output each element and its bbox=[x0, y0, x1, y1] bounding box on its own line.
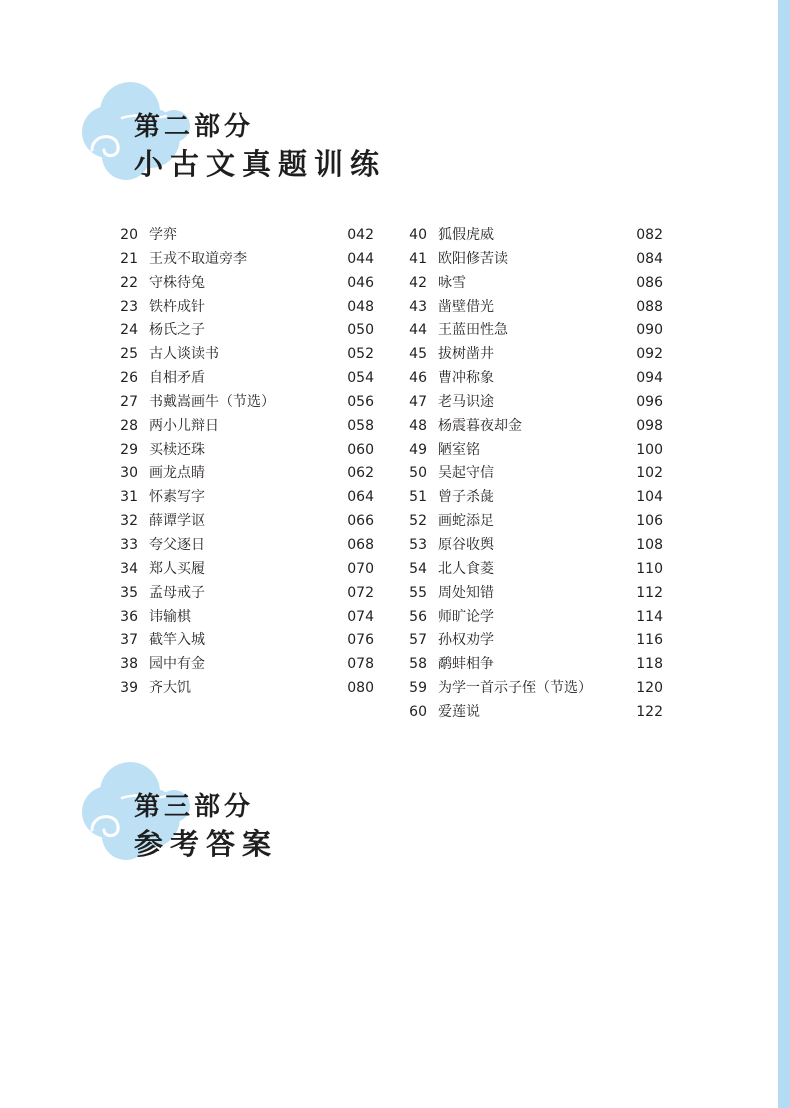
toc-entry-page: 092 bbox=[636, 346, 663, 363]
side-accent-bar bbox=[778, 0, 790, 1108]
toc-entry[interactable] bbox=[407, 629, 663, 653]
toc-entry-page: 058 bbox=[347, 417, 374, 434]
toc-entry-page: 110 bbox=[636, 560, 663, 577]
toc-entry-number: 28 bbox=[120, 417, 138, 434]
toc-entry-title: 怀素写字 bbox=[149, 489, 205, 506]
toc-entry-page: 122 bbox=[636, 703, 663, 720]
toc-entry-number: 52 bbox=[409, 513, 427, 530]
toc-entry-number: 46 bbox=[409, 370, 427, 387]
section-header-part2 bbox=[78, 72, 398, 202]
toc-entry[interactable] bbox=[407, 486, 663, 510]
toc-entry[interactable] bbox=[118, 248, 374, 272]
toc-entry-title: 周处知错 bbox=[438, 584, 494, 601]
toc-entry-page: 104 bbox=[636, 489, 663, 506]
toc-entry-title: 咏雪 bbox=[438, 274, 466, 291]
toc-entry-number: 56 bbox=[409, 608, 427, 625]
toc-entry-page: 062 bbox=[347, 465, 374, 482]
toc-entry-title: 王戎不取道旁李 bbox=[149, 250, 247, 267]
toc-entry-number: 59 bbox=[409, 680, 427, 697]
toc-entry-page: 096 bbox=[636, 393, 663, 410]
toc-entry[interactable] bbox=[407, 391, 663, 415]
toc-entry-title: 杨震暮夜却金 bbox=[438, 417, 522, 434]
toc-entry[interactable] bbox=[118, 677, 374, 701]
toc-entry[interactable] bbox=[118, 367, 374, 391]
toc-entry-number: 20 bbox=[120, 227, 138, 243]
toc-entry-page: 100 bbox=[636, 441, 663, 458]
toc-entry-page: 118 bbox=[636, 656, 663, 673]
toc-entry[interactable] bbox=[118, 319, 374, 343]
section-part-label: 第三部分 bbox=[134, 792, 255, 822]
toc-entry-title: 两小儿辩日 bbox=[149, 417, 219, 434]
toc-entry-title: 画蛇添足 bbox=[438, 513, 494, 530]
toc-entry[interactable] bbox=[118, 439, 374, 463]
toc-entry-title: 拔树凿井 bbox=[438, 346, 494, 363]
toc-entry[interactable] bbox=[407, 701, 663, 725]
toc-entry[interactable] bbox=[407, 224, 663, 248]
toc-entry-page: 080 bbox=[347, 680, 374, 697]
toc-entry-page: 084 bbox=[636, 250, 663, 267]
toc-entry-title: 爱莲说 bbox=[438, 703, 480, 720]
toc-entry-number: 23 bbox=[120, 298, 138, 315]
toc-entry[interactable] bbox=[118, 582, 374, 606]
toc-entry-title: 讳输棋 bbox=[149, 608, 191, 625]
toc-entry-number: 51 bbox=[409, 489, 427, 506]
toc-entry-number: 45 bbox=[409, 346, 427, 363]
toc-entry-page: 044 bbox=[347, 250, 374, 267]
toc-entry-page: 094 bbox=[636, 370, 663, 387]
toc-entry-number: 50 bbox=[409, 465, 427, 482]
toc-entry[interactable] bbox=[407, 582, 663, 606]
toc-entry-title: 欧阳修苦读 bbox=[438, 250, 508, 267]
toc-entry-number: 32 bbox=[120, 513, 138, 530]
toc-entry[interactable] bbox=[407, 439, 663, 463]
toc-entry[interactable] bbox=[407, 462, 663, 486]
toc-entry-page: 120 bbox=[636, 680, 663, 697]
toc-entry-number: 49 bbox=[409, 441, 427, 458]
toc-entry-number: 54 bbox=[409, 560, 427, 577]
toc-entry[interactable] bbox=[118, 296, 374, 320]
toc-entry-number: 30 bbox=[120, 465, 138, 482]
toc-entry-page: 076 bbox=[347, 632, 374, 649]
toc-entry[interactable] bbox=[118, 629, 374, 653]
toc-entry-title: 孙权劝学 bbox=[438, 632, 494, 649]
toc-entry-title: 杨氏之子 bbox=[149, 322, 205, 339]
toc-column-left bbox=[118, 224, 374, 701]
toc-entry-number: 57 bbox=[409, 632, 427, 649]
toc-entry-number: 44 bbox=[409, 322, 427, 339]
section-header-part3 bbox=[78, 752, 398, 882]
toc-entry-title: 郑人买履 bbox=[149, 560, 205, 577]
toc-entry-page: 064 bbox=[347, 489, 374, 506]
toc-entry-number: 41 bbox=[409, 250, 427, 267]
toc-entry-title: 买椟还珠 bbox=[149, 441, 205, 458]
toc-entry[interactable] bbox=[118, 558, 374, 582]
toc-entry-title: 凿壁借光 bbox=[438, 298, 494, 315]
toc-entry-title: 鹬蚌相争 bbox=[438, 656, 494, 673]
toc-entry-title: 原谷收舆 bbox=[438, 536, 494, 553]
toc-entry-number: 33 bbox=[120, 536, 138, 553]
toc-entry-title: 曾子杀彘 bbox=[438, 489, 494, 506]
toc-entry[interactable] bbox=[118, 510, 374, 534]
toc-entry[interactable] bbox=[118, 391, 374, 415]
toc-entry-page: 090 bbox=[636, 322, 663, 339]
toc-entry-title: 夸父逐日 bbox=[149, 536, 205, 553]
toc-entry-title: 孟母戒子 bbox=[149, 584, 205, 601]
toc-entry-page: 088 bbox=[636, 298, 663, 315]
toc-entry-page: 098 bbox=[636, 417, 663, 434]
toc-entry-page: 082 bbox=[636, 227, 663, 243]
toc-entry-title: 吴起守信 bbox=[438, 465, 494, 482]
toc-entry[interactable] bbox=[407, 653, 663, 677]
toc-entry-title: 曹冲称象 bbox=[438, 370, 494, 387]
toc-entry-page: 046 bbox=[347, 274, 374, 291]
toc-entry-number: 34 bbox=[120, 560, 138, 577]
toc-entry[interactable] bbox=[407, 272, 663, 296]
toc-entry-title: 学弈 bbox=[149, 227, 177, 243]
toc-entry-number: 38 bbox=[120, 656, 138, 673]
toc-entry-number: 42 bbox=[409, 274, 427, 291]
toc-entry-title: 自相矛盾 bbox=[149, 370, 205, 387]
toc-entry-page: 060 bbox=[347, 441, 374, 458]
toc-entry-number: 26 bbox=[120, 370, 138, 387]
section-title: 小古文真题训练 bbox=[134, 147, 387, 181]
toc-entry-number: 60 bbox=[409, 703, 427, 720]
toc-entry-page: 102 bbox=[636, 465, 663, 482]
toc-entry[interactable] bbox=[118, 653, 374, 677]
toc-entry-number: 29 bbox=[120, 441, 138, 458]
toc-entry-title: 老马识途 bbox=[438, 393, 494, 410]
toc-entry-title: 陋室铭 bbox=[438, 441, 480, 458]
toc-entry-title: 园中有金 bbox=[149, 656, 205, 673]
toc-entry-number: 22 bbox=[120, 274, 138, 291]
toc-entry[interactable] bbox=[118, 462, 374, 486]
toc-entry-page: 108 bbox=[636, 536, 663, 553]
toc-entry-title: 师旷论学 bbox=[438, 608, 494, 625]
toc-entry[interactable] bbox=[407, 677, 663, 701]
toc-entry-title: 北人食菱 bbox=[438, 560, 494, 577]
toc-entry-page: 074 bbox=[347, 608, 374, 625]
toc-entry[interactable] bbox=[118, 343, 374, 367]
toc-entry-title: 狐假虎威 bbox=[438, 227, 494, 243]
toc-column-right bbox=[407, 224, 663, 725]
toc-entry-page: 042 bbox=[347, 227, 374, 243]
toc-entry[interactable] bbox=[407, 606, 663, 630]
toc-entry-title: 截竿入城 bbox=[149, 632, 205, 649]
toc-entry-page: 056 bbox=[347, 393, 374, 410]
toc-entry-page: 052 bbox=[347, 346, 374, 363]
section-part-label: 第二部分 bbox=[134, 112, 255, 142]
toc-entry-number: 36 bbox=[120, 608, 138, 625]
toc-entry-number: 47 bbox=[409, 393, 427, 410]
toc-entry-title: 古人谈读书 bbox=[149, 346, 219, 363]
toc-entry-page: 050 bbox=[347, 322, 374, 339]
toc-entry-title: 齐大饥 bbox=[149, 680, 191, 697]
toc-entry[interactable] bbox=[118, 415, 374, 439]
toc-entry-number: 48 bbox=[409, 417, 427, 434]
toc-entry[interactable] bbox=[407, 415, 663, 439]
toc-entry[interactable] bbox=[118, 224, 374, 248]
toc-entry[interactable] bbox=[407, 510, 663, 534]
toc-entry-page: 066 bbox=[347, 513, 374, 530]
toc-entry-number: 39 bbox=[120, 680, 138, 697]
toc-entry-page: 070 bbox=[347, 560, 374, 577]
toc-entry-number: 55 bbox=[409, 584, 427, 601]
toc-entry-page: 072 bbox=[347, 584, 374, 601]
toc-entry[interactable] bbox=[407, 534, 663, 558]
toc-entry[interactable] bbox=[118, 486, 374, 510]
toc-entry-title: 书戴嵩画牛（节选） bbox=[149, 393, 275, 410]
toc-entry-title: 守株待兔 bbox=[149, 274, 205, 291]
toc-entry[interactable] bbox=[407, 367, 663, 391]
toc-entry-page: 078 bbox=[347, 656, 374, 673]
toc-entry-page: 116 bbox=[636, 632, 663, 649]
toc-entry-number: 53 bbox=[409, 536, 427, 553]
toc-entry-title: 为学一首示子侄（节选） bbox=[438, 680, 592, 697]
toc-entry[interactable] bbox=[407, 343, 663, 367]
toc-entry[interactable] bbox=[407, 319, 663, 343]
toc-entry-page: 114 bbox=[636, 608, 663, 625]
toc-entry-page: 068 bbox=[347, 536, 374, 553]
toc-entry-number: 27 bbox=[120, 393, 138, 410]
toc-entry-number: 43 bbox=[409, 298, 427, 315]
toc-entry[interactable] bbox=[407, 296, 663, 320]
toc-entry-page: 054 bbox=[347, 370, 374, 387]
toc-entry-number: 21 bbox=[120, 250, 138, 267]
toc-entry-page: 112 bbox=[636, 584, 663, 601]
toc-entry-number: 58 bbox=[409, 656, 427, 673]
toc-entry-page: 106 bbox=[636, 513, 663, 530]
toc-entry-number: 25 bbox=[120, 346, 138, 363]
toc-entry[interactable] bbox=[118, 606, 374, 630]
toc-entry[interactable] bbox=[118, 272, 374, 296]
toc-entry-number: 31 bbox=[120, 489, 138, 506]
toc-entry-title: 画龙点睛 bbox=[149, 465, 205, 482]
toc-entry[interactable] bbox=[118, 534, 374, 558]
toc-entry-page: 086 bbox=[636, 274, 663, 291]
toc-entry-title: 铁杵成针 bbox=[149, 298, 205, 315]
toc-entry-title: 王蓝田性急 bbox=[438, 322, 508, 339]
section-title: 参考答案 bbox=[134, 827, 279, 861]
toc-entry-page: 048 bbox=[347, 298, 374, 315]
toc-entry[interactable] bbox=[407, 248, 663, 272]
toc-entry-number: 35 bbox=[120, 584, 138, 601]
toc-entry-number: 37 bbox=[120, 632, 138, 649]
toc-entry[interactable] bbox=[407, 558, 663, 582]
toc-entry-number: 40 bbox=[409, 227, 427, 243]
toc-entry-title: 薛谭学讴 bbox=[149, 513, 205, 530]
toc-entry-number: 24 bbox=[120, 322, 138, 339]
